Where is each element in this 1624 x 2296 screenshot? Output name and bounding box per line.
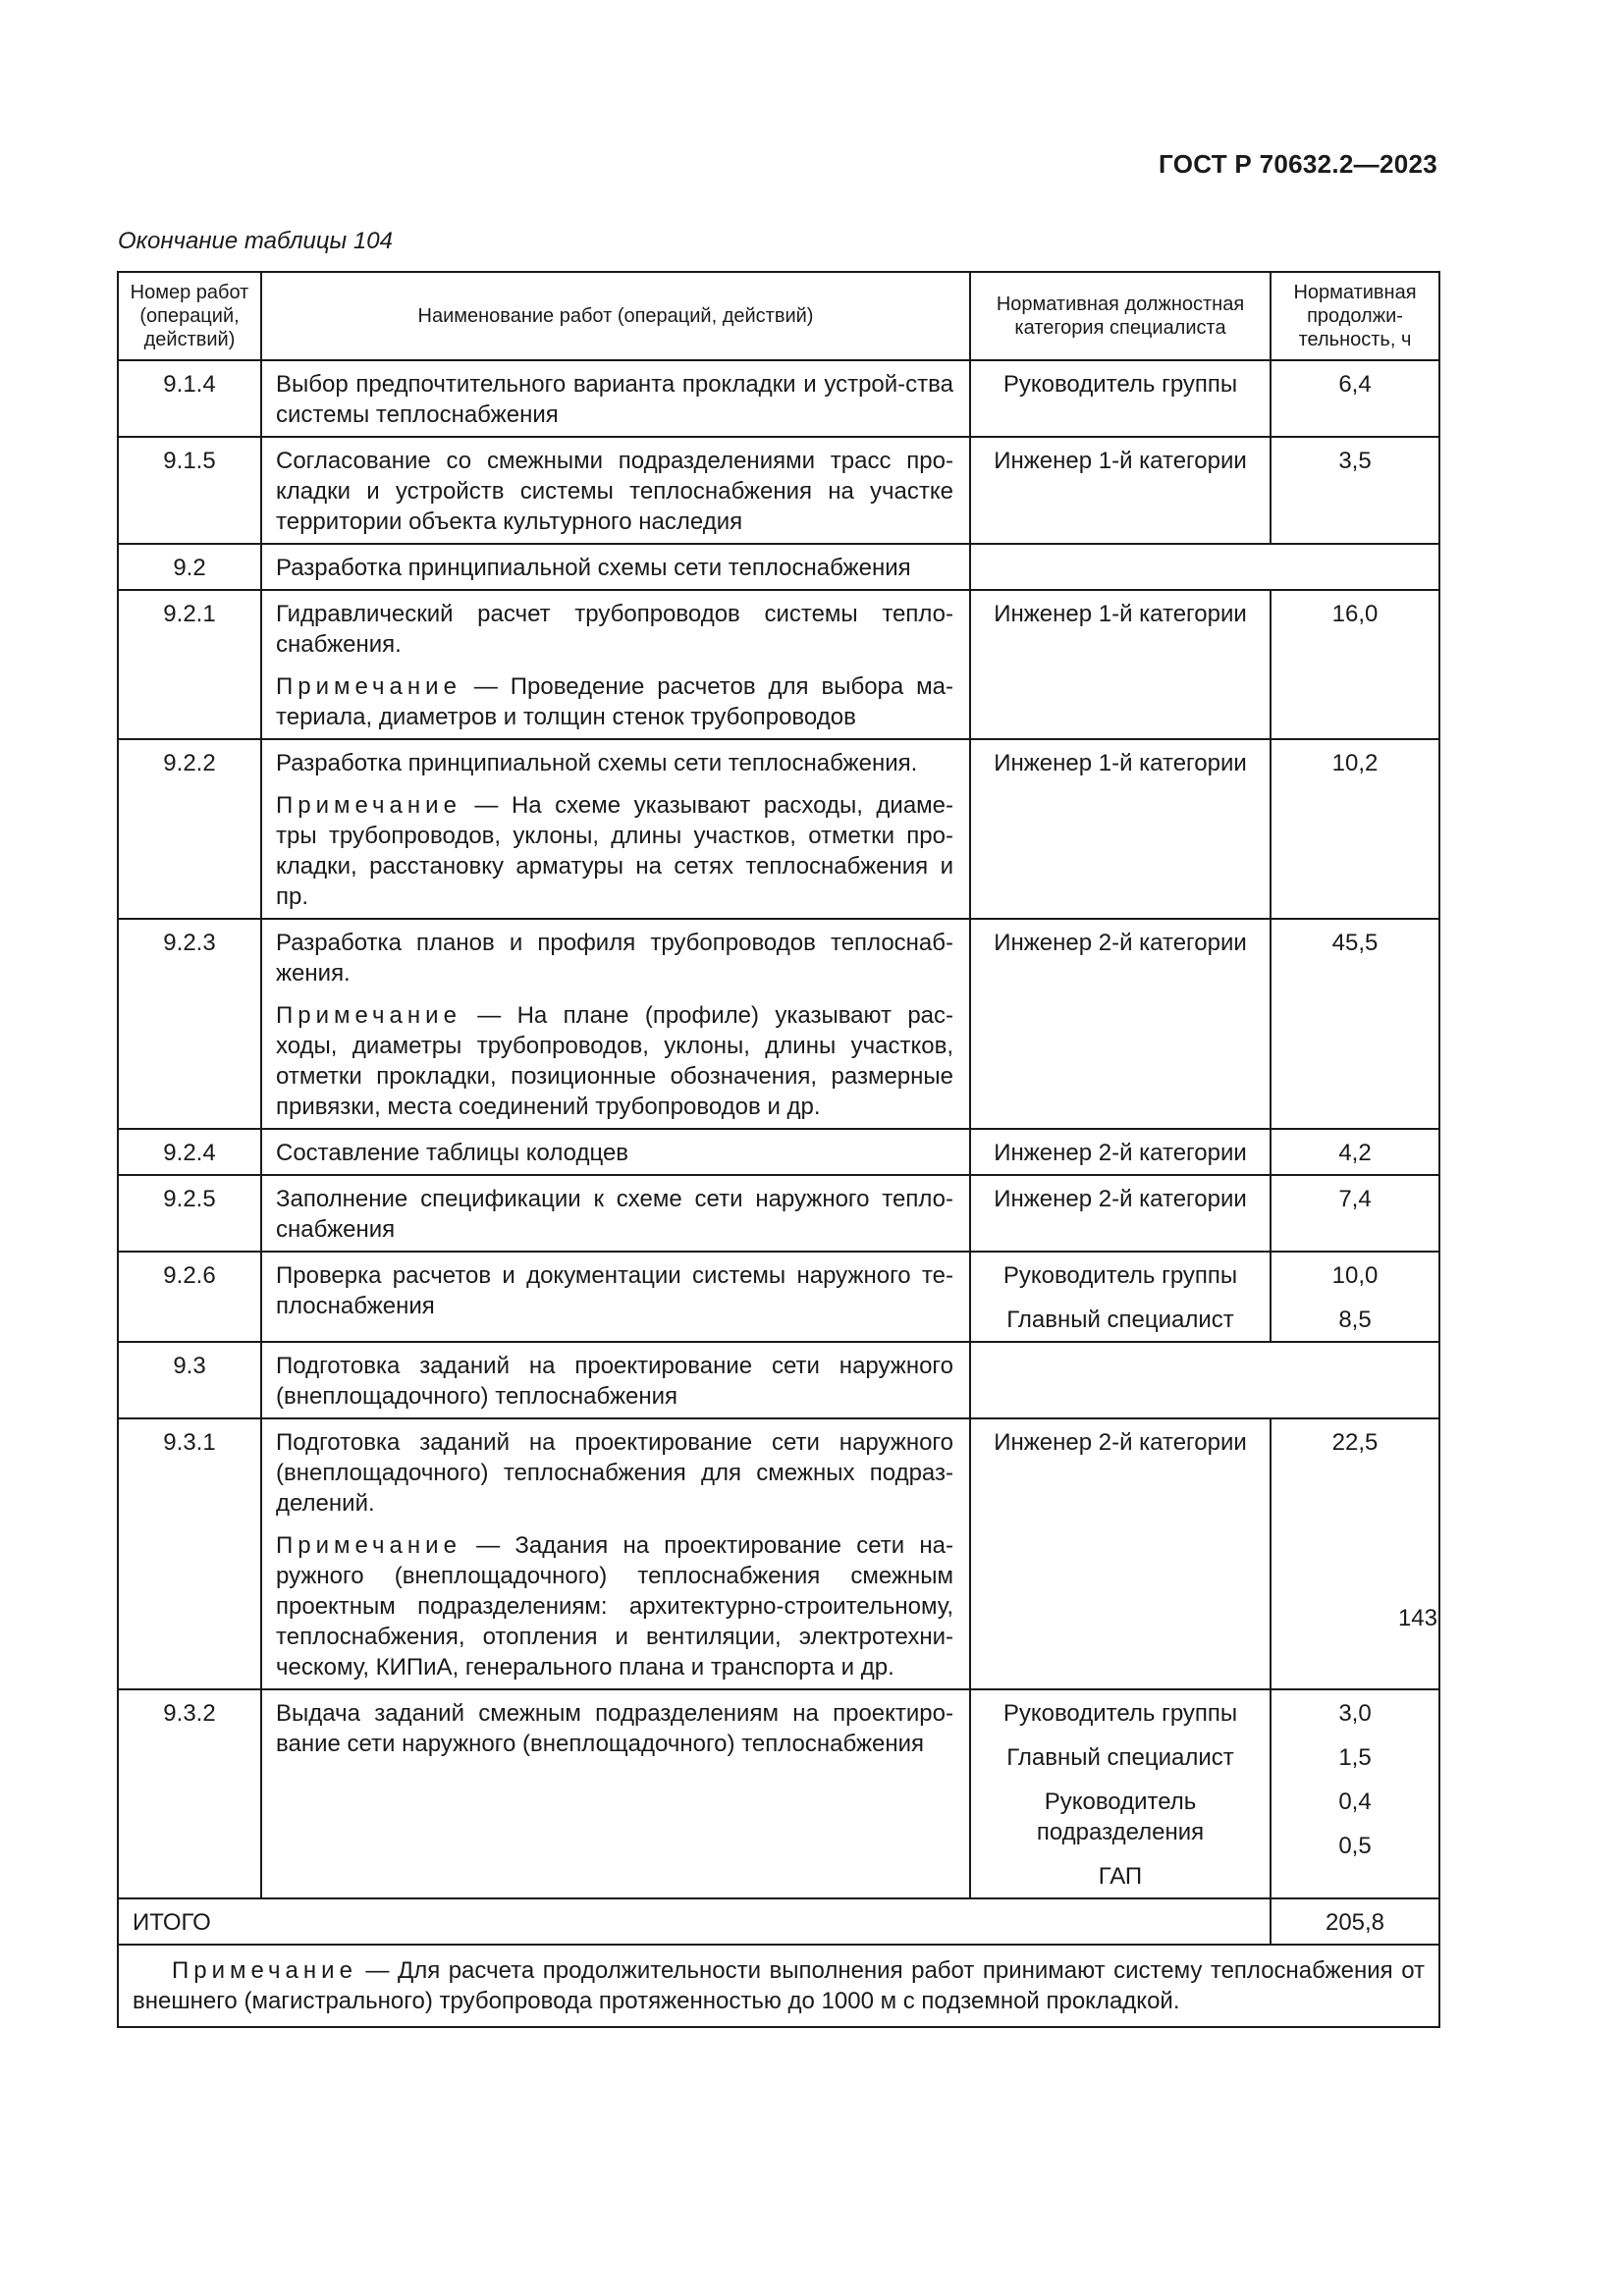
work-name — [261, 919, 970, 1129]
table-row — [118, 919, 1439, 1129]
work-number: 9.2.2 — [118, 739, 261, 919]
work-name — [261, 437, 970, 544]
duration — [1271, 437, 1439, 544]
work-number: 9.2.5 — [118, 1175, 261, 1252]
duration — [1271, 919, 1439, 1129]
work-number: 9.2.6 — [118, 1252, 261, 1342]
footnote-text: — Для расчета продолжительности выполнения работ принимают систему теплоснабжения от внешнего (магистрального) трубопровода протяженностью до 1000 м с подземной прокладкой. — [133, 1957, 1425, 2014]
specialist-role: Главный специалист — [1006, 1744, 1234, 1771]
specialist-category — [970, 739, 1271, 919]
duration-value: 0,5 — [1338, 1833, 1372, 1859]
work-name-text: Разработка планов и профиля трубопроводов теплоснаб-жения. — [276, 930, 953, 987]
work-note — [276, 1530, 953, 1682]
specialist-category — [970, 1418, 1271, 1689]
specialist-category — [970, 1252, 1271, 1342]
work-number: 9.2.3 — [118, 919, 261, 1129]
work-name — [261, 1342, 970, 1418]
work-name-text: Выбор предпочтительного варианта прокладки и устрой-ства системы теплоснабжения — [276, 371, 953, 428]
work-name-text: Проверка расчетов и документации системы наружного те-плоснабжения — [276, 1262, 953, 1319]
work-note — [276, 1000, 953, 1122]
work-note-text: — На схеме указывают расходы, диаме-тры трубопроводов, уклоны, длины участков, отметки про-кладки, расстановку арматуры на сетях теплоснабжения и пр. — [276, 792, 953, 910]
duration-value: 3,0 — [1338, 1700, 1372, 1727]
work-name-text: Подготовка заданий на проектирование сети наружного (внеплощадочного) теплоснабжения — [276, 1353, 953, 1410]
work-name — [261, 1252, 970, 1342]
work-number: 9.1.5 — [118, 437, 261, 544]
table-row — [118, 1175, 1439, 1252]
duration-value: 0,4 — [1338, 1789, 1372, 1815]
work-note-label: Примечание — [276, 1002, 461, 1029]
duration-value: 7,4 — [1338, 1186, 1372, 1212]
duration-value: 6,4 — [1338, 371, 1372, 398]
work-name — [261, 544, 970, 590]
work-name-text: Гидравлический расчет трубопроводов системы тепло-снабжения. — [276, 601, 953, 658]
table-row — [118, 1689, 1439, 1898]
work-name — [261, 360, 970, 437]
specialist-role: Руководитель подразделения — [1036, 1789, 1205, 1845]
specialist-role: Руководитель группы — [1002, 1700, 1238, 1727]
work-number: 9.2.1 — [118, 590, 261, 739]
work-name-text: Выдача заданий смежным подразделениям на проектиро-вание сети наружного (внеплощадочного) теплоснабжения — [276, 1700, 953, 1757]
work-number: 9.3.1 — [118, 1418, 261, 1689]
work-name-text: Разработка принципиальной схемы сети теплоснабжения — [276, 555, 911, 581]
work-number: 9.3.2 — [118, 1689, 261, 1898]
specialist-role: Инженер 1-й категории — [994, 448, 1247, 474]
table-row — [118, 1252, 1439, 1342]
work-note-text: — Проведение расчетов для выбора ма-териала, диаметров и толщин стенок трубопроводов — [276, 673, 953, 730]
table-row — [118, 544, 1439, 590]
work-name — [261, 1689, 970, 1898]
specialist-role: Инженер 1-й категории — [994, 750, 1247, 776]
specialist-role: Руководитель группы — [1002, 1262, 1238, 1289]
work-name — [261, 1175, 970, 1252]
work-note — [276, 671, 953, 732]
duration-value: 4,2 — [1338, 1140, 1372, 1166]
work-note — [276, 790, 953, 912]
duration-value: 1,5 — [1338, 1744, 1372, 1771]
section-empty-cell — [970, 544, 1439, 590]
work-note-label: Примечание — [276, 1532, 461, 1559]
work-duration-table — [117, 271, 1440, 2028]
header-number: Номер работ (операций, действий) — [118, 272, 261, 360]
specialist-category — [970, 1129, 1271, 1175]
duration-value: 22,5 — [1331, 1429, 1379, 1456]
specialist-category — [970, 360, 1271, 437]
table-row — [118, 1129, 1439, 1175]
table-row — [118, 1342, 1439, 1418]
specialist-role: Инженер 2-й категории — [994, 1429, 1247, 1456]
work-name — [261, 739, 970, 919]
table-row — [118, 1418, 1439, 1689]
specialist-role: Инженер 2-й категории — [994, 930, 1247, 956]
specialist-role: ГАП — [1098, 1863, 1143, 1890]
duration — [1271, 1689, 1439, 1898]
duration-value: 10,2 — [1331, 750, 1379, 776]
specialist-category — [970, 1689, 1271, 1898]
duration — [1271, 739, 1439, 919]
table-row — [118, 437, 1439, 544]
work-name — [261, 1129, 970, 1175]
table-row — [118, 360, 1439, 437]
duration-value: 3,5 — [1338, 448, 1372, 474]
footnote-row — [118, 1945, 1439, 2027]
footnote-label: Примечание — [172, 1957, 357, 1984]
work-name — [261, 1418, 970, 1689]
page-number: 143 — [1397, 1605, 1437, 1631]
duration-value: 10,0 — [1331, 1262, 1379, 1289]
work-name — [261, 590, 970, 739]
work-name-text: Заполнение спецификации к схеме сети наружного тепло-снабжения — [276, 1186, 953, 1243]
work-number: 9.2 — [118, 544, 261, 590]
work-note-text: — На плане (профиле) указывают рас-ходы, диаметры трубопроводов, уклоны, длины участков, отметки прокладки, позиционные обозначения, размерные привязки, места соединений трубопроводов и др. — [276, 1002, 953, 1120]
duration — [1271, 1418, 1439, 1689]
specialist-category — [970, 1175, 1271, 1252]
total-value: 205,8 — [1271, 1898, 1439, 1945]
section-empty-cell — [970, 1342, 1439, 1418]
work-name-text: Разработка принципиальной схемы сети теплоснабжения. — [276, 750, 918, 776]
table-footnote — [118, 1945, 1439, 2027]
duration — [1271, 1175, 1439, 1252]
table-body — [118, 360, 1439, 1898]
work-name-text: Составление таблицы колодцев — [276, 1140, 629, 1166]
table-row — [118, 739, 1439, 919]
duration — [1271, 1129, 1439, 1175]
specialist-category — [970, 437, 1271, 544]
work-number: 9.3 — [118, 1342, 261, 1418]
work-note-text: — Задания на проектирование сети на-ружного (внеплощадочного) теплоснабжения смежным проектным подразделениям: архитектурно-строительному, теплоснабжения, отопления и вентиляции, электротехни-ческому, КИПиА, генерального плана и транспорта и др. — [276, 1532, 953, 1681]
table-caption: Окончание таблицы 104 — [118, 228, 393, 254]
work-name-text: Согласование со смежными подразделениями трасс про-кладки и устройств системы теплоснабжения на участке территории объекта культурного наследия — [276, 448, 953, 535]
duration — [1271, 590, 1439, 739]
duration-value: 45,5 — [1331, 930, 1379, 956]
specialist-role: Руководитель группы — [1002, 371, 1238, 398]
specialist-category — [970, 590, 1271, 739]
duration-value: 8,5 — [1338, 1307, 1372, 1333]
total-label: ИТОГО — [118, 1898, 1271, 1945]
specialist-role: Инженер 2-й категории — [994, 1140, 1247, 1166]
work-note-label: Примечание — [276, 673, 461, 700]
duration — [1271, 1252, 1439, 1342]
work-note-label: Примечание — [276, 792, 461, 819]
specialist-category — [970, 919, 1271, 1129]
specialist-role: Инженер 2-й категории — [994, 1186, 1247, 1212]
header-duration: Нормативная продолжи-тельность, ч — [1271, 272, 1439, 360]
duration — [1271, 360, 1439, 437]
work-number: 9.2.4 — [118, 1129, 261, 1175]
duration-value: 16,0 — [1331, 601, 1379, 627]
document-code: ГОСТ Р 70632.2—2023 — [1159, 149, 1437, 179]
specialist-role: Инженер 1-й категории — [994, 601, 1247, 627]
work-number: 9.1.4 — [118, 360, 261, 437]
work-name-text: Подготовка заданий на проектирование сети наружного (внеплощадочного) теплоснабжения для смежных подраз-делений. — [276, 1429, 953, 1517]
specialist-role: Главный специалист — [1006, 1307, 1234, 1333]
total-row — [118, 1898, 1439, 1945]
header-specialist-category: Нормативная должностная категория специалиста — [970, 272, 1271, 360]
table-header-row — [118, 272, 1439, 360]
header-work-name: Наименование работ (операций, действий) — [261, 272, 970, 360]
table-row — [118, 590, 1439, 739]
